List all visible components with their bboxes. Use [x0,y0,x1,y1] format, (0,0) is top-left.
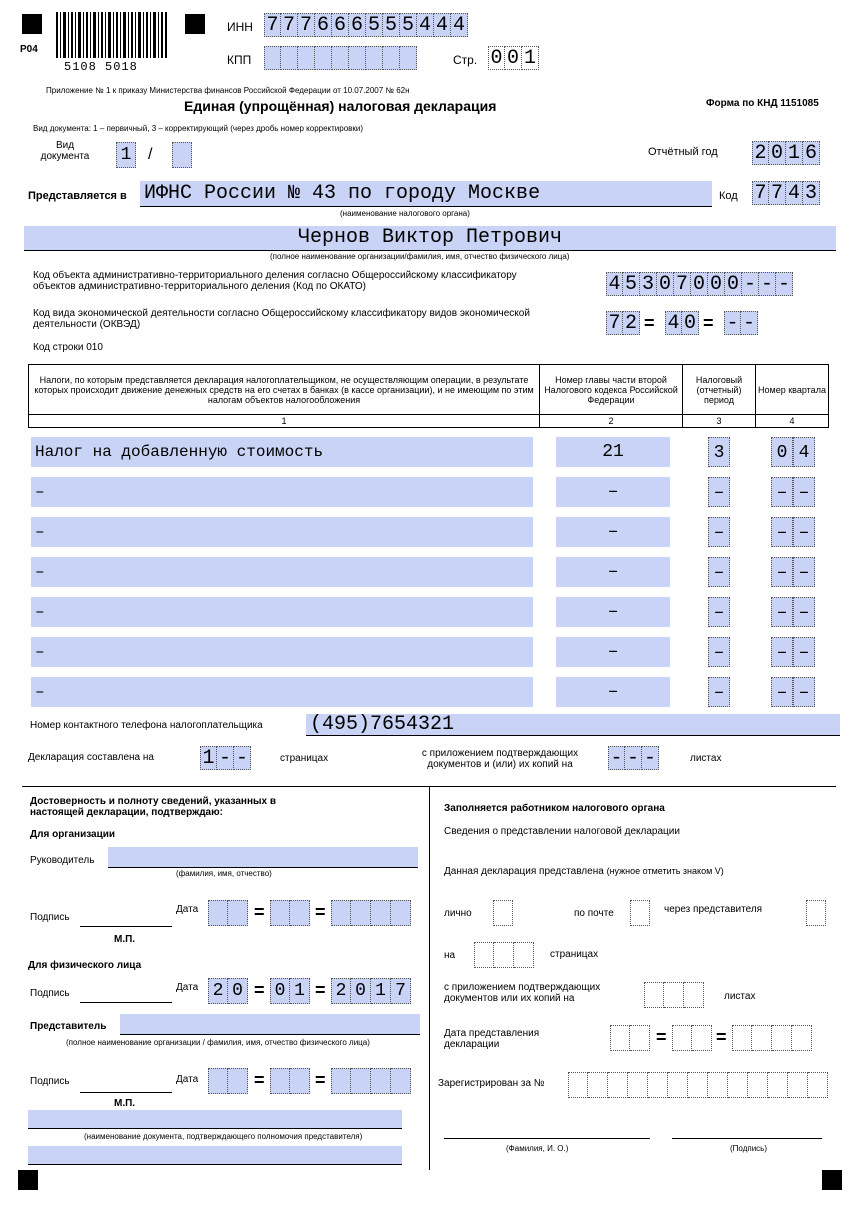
okved-cells-b[interactable] [665,311,699,335]
date-separator: = [254,980,265,1000]
registration-number-cells[interactable] [568,1072,828,1098]
org-date-month[interactable] [270,900,310,926]
digit-cell: 3 [640,272,657,296]
digit-cell [628,1072,648,1098]
quarter-digit-1[interactable]: – [771,637,793,667]
digit-cell: - [608,746,625,770]
digit-cell: 4 [606,272,623,296]
head-name-field[interactable] [108,847,418,868]
okved-separator: = [644,313,655,333]
tax-name-field[interactable]: – [31,637,533,667]
digit-cell: 0 [691,272,708,296]
page-title: Единая (упрощённая) налоговая декларация [184,98,497,114]
digit-cell [281,46,298,70]
chapter-field[interactable]: – [556,477,670,507]
chapter-field[interactable]: – [556,637,670,667]
corner-marker-top-right [185,14,205,34]
officer-attach-cells[interactable] [644,982,704,1008]
page-label: Стр. [453,53,478,67]
period-field[interactable]: – [708,477,730,507]
kpp-label: КПП [227,53,252,67]
quarter-digit-1[interactable]: – [771,677,793,707]
digit-cell: 7 [606,311,623,335]
submission-date-year[interactable] [732,1025,812,1051]
digit-cell: 7 [752,181,769,205]
digit-cell: 0 [657,272,674,296]
digit-cell: 1 [522,46,539,70]
pages-unit: страницах [550,949,599,960]
tax-name-field[interactable]: Налог на добавленную стоимость [31,437,533,467]
head-label: Руководитель [30,855,95,866]
sign-label: Подпись [30,988,70,999]
head-caption: (фамилия, имя, отчество) [176,869,272,878]
digit-cell: 0 [351,978,371,1004]
digit-cell [366,46,383,70]
correction-cell[interactable] [172,142,192,168]
date-label: Дата [176,1074,199,1085]
via-rep-label: через представителя [664,904,763,915]
date-separator: = [716,1027,727,1047]
digit-cell: 0 [708,272,725,296]
digit-cell [608,1072,628,1098]
digit-cell [688,1072,708,1098]
phone-field[interactable]: (495)7654321 [306,714,840,736]
quarter-digit-2[interactable]: – [793,557,815,587]
tax-authority-code-cells[interactable] [752,181,820,205]
digit-cell: - [741,311,758,335]
signature-line[interactable] [80,1078,172,1093]
quarter-digit-2[interactable]: – [793,637,815,667]
chapter-field[interactable]: – [556,677,670,707]
digit-cell [315,46,332,70]
quarter-digit-1[interactable]: 0 [771,437,793,467]
quarter-digit-2[interactable]: – [793,477,815,507]
digit-cell: 6 [315,13,332,37]
digit-cell: - [724,311,741,335]
digit-cell: 1 [786,141,803,165]
sign-label: Подпись [30,1076,70,1087]
submission-date-label: Дата представления декларации [444,1028,540,1050]
okved-label: Код вида экономической деятельности согласно Общероссийскому классификатору видов экономической деятельности (ОКВЭД) [33,308,530,330]
digit-cell: - [742,272,759,296]
digit-cell: 0 [270,978,290,1004]
date-separator: = [315,980,326,1000]
digit-cell: 7 [264,13,281,37]
digit-cell: 4 [786,181,803,205]
tax-name-field[interactable]: – [31,557,533,587]
quarter-digit-1[interactable]: – [771,597,793,627]
person-heading: Для физического лица [28,960,142,971]
digit-cell [332,46,349,70]
digit-cell: 7 [298,13,315,37]
corner-marker-top-left [22,14,42,34]
on-label: на [444,950,456,961]
digit-cell: - [759,272,776,296]
digit-cell [400,46,417,70]
digit-cell: 4 [434,13,451,37]
kpp-cells[interactable] [264,46,417,70]
digit-cell [808,1072,828,1098]
date-label: Дата [176,982,199,993]
date-separator: = [315,902,326,922]
col-header-chapter: Номер главы части второй Налогового кодекса Российской Федерации [540,365,683,415]
digit-cell: 5 [623,272,640,296]
pages-label: Декларация составлена на [28,752,154,763]
digit-cell: 4 [451,13,468,37]
org-heading: Для организации [30,829,116,840]
rep-name-field[interactable] [120,1014,420,1035]
taxpayer-name-field[interactable]: Чернов Виктор Петрович [24,226,836,251]
org-date-year[interactable] [331,900,411,926]
inn-cells[interactable] [264,13,468,37]
digit-cell: 6 [803,141,820,165]
digit-cell: - [625,746,642,770]
digit-cell: - [776,272,793,296]
quarter-digit-2[interactable]: – [793,517,815,547]
date-separator: = [254,1070,265,1090]
submission-date-day[interactable] [610,1025,650,1051]
digit-cell: 1 [200,746,217,770]
doc-type-slash: / [148,146,153,163]
quarter-digit-1[interactable]: – [771,477,793,507]
via-rep-checkbox[interactable] [806,900,826,926]
date-label: Дата [176,904,199,915]
pages-unit: страницах [280,753,329,764]
digit-cell [708,1072,728,1098]
col-number: 1 [29,415,540,428]
signature-line[interactable] [80,988,172,1003]
org-date-day[interactable] [208,900,248,926]
attach-label: с приложением подтверждающих документов и (или) их копий на [421,748,579,770]
officer-sign-line[interactable] [672,1124,822,1139]
col-header-quarter: Номер квартала [756,365,829,415]
appendix-note: Приложение № 1 к приказу Министерства финансов Российской Федерации от 10.07.2007 № 62н [46,86,410,95]
taxpayer-caption: (полное наименование организации/фамилия, имя, отчество физического лица) [270,252,570,261]
digit-cell: 0 [682,311,699,335]
tax-table-header [28,364,829,428]
digit-cell: 0 [725,272,742,296]
pages-cells[interactable] [200,746,251,770]
col-header-tax: Налоги, по которым представляется декларация налогоплательщиком, не осуществляющим операции, в результате которых происходит движение денежных средств на его счетах в банках (в кассе организации), и не имеющим по этим налогам объектов налогообложения [29,365,540,415]
officer-pages-cells[interactable] [474,942,534,968]
period-field[interactable]: – [708,677,730,707]
period-field[interactable]: – [708,517,730,547]
personally-checkbox[interactable] [493,900,513,926]
period-field[interactable]: – [708,557,730,587]
person-date-month[interactable] [270,978,310,1004]
officer-info: Сведения о представлении налоговой декларации [444,826,680,837]
registered-label: Зарегистрирован за № [438,1078,545,1089]
personally-label: лично [444,908,472,919]
rep-date-day[interactable] [208,1068,248,1094]
by-mail-label: по почте [574,908,614,919]
digit-cell [768,1072,788,1098]
digit-cell: 0 [769,141,786,165]
digit-cell [728,1072,748,1098]
digit-cell: 5 [366,13,383,37]
date-separator: = [315,1070,326,1090]
digit-cell: 0 [505,46,522,70]
quarter-digit-2[interactable]: – [793,597,815,627]
digit-cell: 5 [400,13,417,37]
officer-name-line[interactable] [444,1124,650,1139]
chapter-field[interactable]: 21 [556,437,670,467]
okato-label: Код объекта административно-территориального деления согласно Общероссийскому классификатору объектов административно-территориального деления (Код по ОКАТО) [33,270,517,292]
year-cells[interactable] [752,141,820,165]
col-number: 2 [540,415,683,428]
officer-heading: Заполняется работником налогового органа [444,803,665,814]
digit-cell [668,1072,688,1098]
okato-cells[interactable] [606,272,793,296]
digit-cell: 2 [623,311,640,335]
digit-cell [648,1072,668,1098]
digit-cell: 4 [417,13,434,37]
knd-code: Форма по КНД 1151085 [706,98,819,109]
year-label: Отчётный год [648,146,718,158]
stamp-label: М.П. [114,1098,136,1109]
tax-authority-field[interactable]: ИФНС России № 43 по городу Москве [140,181,712,207]
rep-date-year[interactable] [331,1068,411,1094]
column-divider [429,787,430,1170]
barcode [56,12,168,58]
attach-unit: листах [690,753,722,764]
sign-label: Подпись [30,912,70,923]
by-mail-checkbox[interactable] [630,900,650,926]
tax-name-field[interactable]: – [31,477,533,507]
digit-cell: 7 [281,13,298,37]
col-number: 4 [756,415,829,428]
digit-cell: 2 [208,978,228,1004]
officer-sign-caption: (Подпись) [730,1144,767,1153]
digit-cell: 0 [488,46,505,70]
digit-cell [298,46,315,70]
corner-marker-bottom-left [18,1170,38,1190]
digit-cell: - [234,746,251,770]
digit-cell: 3 [803,181,820,205]
tax-name-field[interactable]: – [31,597,533,627]
okved-cells-a[interactable] [606,311,640,335]
chapter-field[interactable]: – [556,517,670,547]
tax-name-field[interactable]: – [31,517,533,547]
rep-date-month[interactable] [270,1068,310,1094]
officer-name-caption: (Фамилия, И. О.) [506,1144,569,1153]
date-separator: = [254,902,265,922]
digit-cell: - [217,746,234,770]
period-field[interactable]: – [708,597,730,627]
rep-document-caption: (наименование документа, подтверждающего полномочия представителя) [84,1132,363,1141]
chapter-field[interactable]: – [556,557,670,587]
officer-attach-label: с приложением подтверждающих документов или их копий на [444,982,601,1004]
doc-type-label: Вид документа [40,140,90,162]
okved-separator: = [703,313,714,333]
submission-date-month[interactable] [672,1025,712,1051]
submitted-label: Данная декларация представлена (нужное отметить знаком V) [444,866,724,877]
attach-cells[interactable] [608,746,659,770]
col-number: 3 [683,415,756,428]
digit-cell: 7 [674,272,691,296]
digit-cell [588,1072,608,1098]
digit-cell: 2 [331,978,351,1004]
digit-cell: 2 [752,141,769,165]
rep-caption: (полное наименование организации / фамилия, имя, отчество физического лица) [66,1038,370,1047]
quarter-digit-2[interactable]: – [793,677,815,707]
chapter-field[interactable]: – [556,597,670,627]
quarter-digit-1[interactable]: – [771,557,793,587]
tax-authority-caption: (наименование налогового органа) [340,209,470,218]
line-code: Код строки 010 [33,342,103,353]
person-date-day[interactable] [208,978,248,1004]
period-field[interactable]: – [708,637,730,667]
digit-cell: 7 [769,181,786,205]
col-header-period: Налоговый (отчетный) период [683,365,756,415]
page-cells[interactable] [488,46,539,70]
rep-label: Представитель [30,1021,107,1032]
rep-document-field[interactable] [28,1110,402,1129]
date-separator: = [656,1027,667,1047]
inn-label: ИНН [227,20,253,34]
person-date-year[interactable] [331,978,411,1004]
sheets-unit: листах [724,991,756,1002]
digit-cell: 1 [290,978,310,1004]
doc-type-cell[interactable] [116,142,136,168]
digit-cell: 6 [349,13,366,37]
digit-cell: 0 [228,978,248,1004]
digit-cell: 5 [383,13,400,37]
digit-cell [264,46,281,70]
signature-line[interactable] [80,912,172,927]
digit-cell: 1 [371,978,391,1004]
rep-document-field-2[interactable] [28,1146,402,1165]
digit-cell [788,1072,808,1098]
digit-cell: 7 [391,978,411,1004]
digit-cell [349,46,366,70]
digit-cell: 6 [332,13,349,37]
stamp-label: М.П. [114,934,136,945]
period-field[interactable]: 3 [708,437,730,467]
quarter-digit-1[interactable]: – [771,517,793,547]
okved-cells-c[interactable] [724,311,758,335]
doc-type-note: Вид документа: 1 – первичный, 3 – корректирующий (через дробь номер корректировки) [33,124,364,133]
quarter-digit-2[interactable]: 4 [793,437,815,467]
phone-label: Номер контактного телефона налогоплательщика [30,720,263,731]
digit-cell [568,1072,588,1098]
confirm-text: Достоверность и полноту сведений, указанных в настоящей декларации, подтверждаю: [30,796,277,818]
barcode-number: 5108 5018 [64,60,138,74]
code-label: Код [719,190,738,202]
form-code: Р04 [20,44,38,55]
corner-marker-bottom-right [822,1170,842,1190]
doc-type-value: 1 [116,142,136,168]
digit-cell: 4 [665,311,682,335]
tax-name-field[interactable]: – [31,677,533,707]
digit-cell [383,46,400,70]
submitted-to-label: Представляется в [28,190,127,202]
digit-cell: - [642,746,659,770]
digit-cell [748,1072,768,1098]
